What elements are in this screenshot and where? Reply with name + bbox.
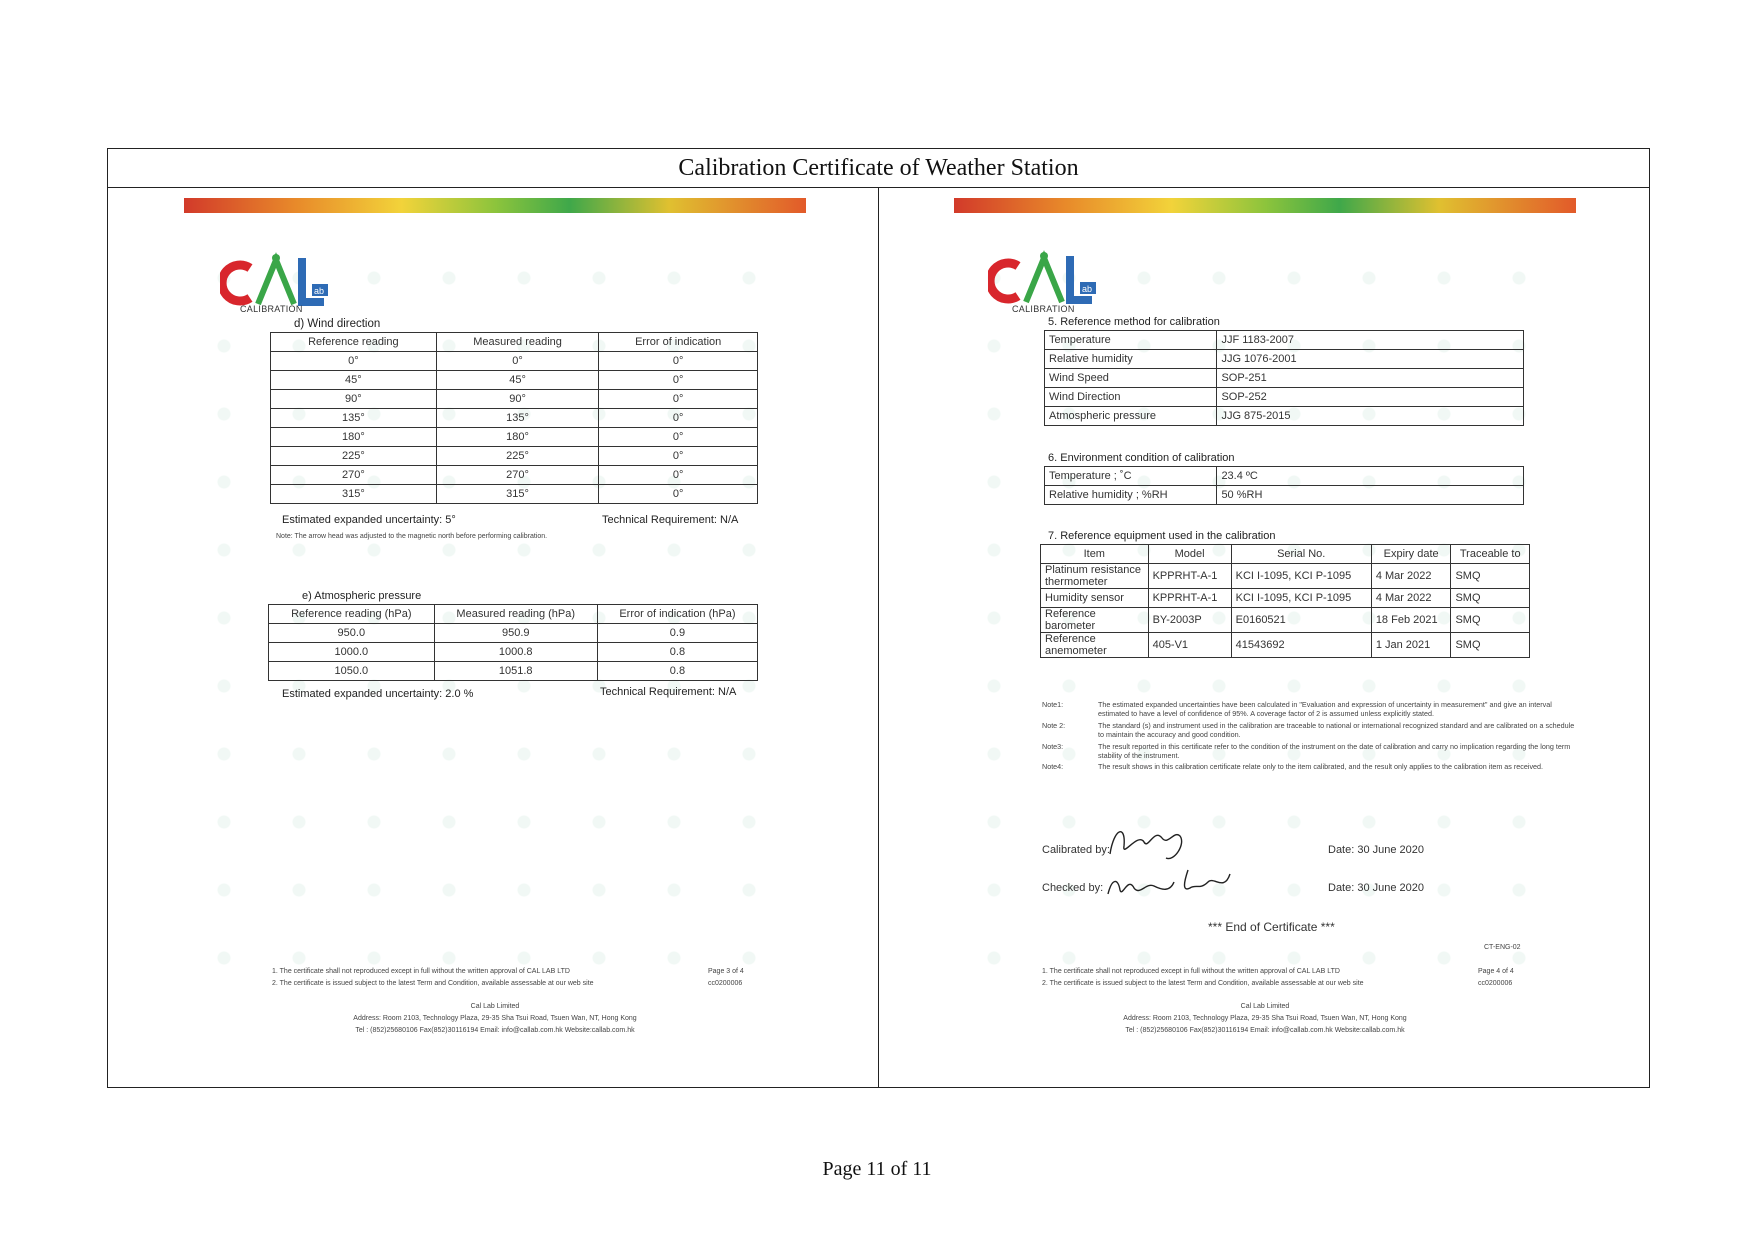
table-row — [1045, 331, 1524, 350]
expiry-cell: 4 Mar 2022 — [1371, 589, 1451, 608]
footer-page-number: Page 4 of 4 — [1478, 968, 1514, 975]
logo-lab-text: ab — [1082, 284, 1093, 294]
table-row — [1045, 388, 1524, 407]
reference-reading-cell: 1050.0 — [269, 662, 435, 681]
col-measured-reading: Measured reading — [436, 333, 599, 352]
note-text: The standard (s) and instrument used in the calibration are traceable to national or international recognized standard and are calibrated on a schedule to maintain the accuracy and good condition. — [1098, 720, 1575, 740]
reference-reading-cell: 45° — [271, 371, 437, 390]
reference-reading-cell: 270° — [271, 466, 437, 485]
expiry-cell: 4 Mar 2022 — [1371, 564, 1451, 589]
col-error-of-indication-hpa: Error of indication (hPa) — [597, 605, 757, 624]
note-text: The result shows in this calibration certificate relate only to the item calibrated, and the result only applies to the calibration item as received. — [1098, 762, 1544, 772]
reference-method-heading: 5. Reference method for calibration — [1048, 316, 1220, 328]
note-item — [1042, 700, 1582, 719]
reference-reading-cell: 1000.0 — [269, 643, 435, 662]
certificate-notes — [1042, 700, 1582, 774]
column-divider — [878, 187, 879, 1087]
serial-cell: 41543692 — [1231, 633, 1371, 658]
traceable-cell: SMQ — [1451, 589, 1530, 608]
reference-reading-cell: 225° — [271, 447, 437, 466]
serial-cell: KCI I-1095, KCI P-1095 — [1231, 564, 1371, 589]
table-row — [271, 428, 758, 447]
measured-reading-cell: 315° — [436, 485, 599, 504]
table-row — [1045, 350, 1524, 369]
method-cell: JJF 1183-2007 — [1217, 331, 1524, 350]
reference-reading-cell: 135° — [271, 409, 437, 428]
error-cell: 0° — [599, 428, 758, 447]
model-cell: BY-2003P — [1148, 608, 1231, 633]
expiry-cell: 1 Jan 2021 — [1371, 633, 1451, 658]
certificate-page-4 — [954, 198, 1576, 1048]
table-row — [1041, 633, 1530, 658]
condition-cell: Relative humidity ; %RH — [1045, 486, 1217, 505]
footer-code: cc0200006 — [1478, 980, 1513, 987]
pressure-uncertainty: Estimated expanded uncertainty: 2.0 % — [282, 688, 474, 700]
footer-code: cc0200006 — [708, 980, 743, 987]
col-reference-reading-hpa: Reference reading (hPa) — [269, 605, 435, 624]
reference-method-table — [1044, 330, 1524, 426]
model-cell: KPPRHT-A-1 — [1148, 589, 1231, 608]
reference-reading-cell: 90° — [271, 390, 437, 409]
logo-subtitle: CALIBRATION — [1012, 304, 1075, 314]
expiry-cell: 18 Feb 2021 — [1371, 608, 1451, 633]
col-measured-reading-hpa: Measured reading (hPa) — [434, 605, 597, 624]
error-cell: 0° — [599, 447, 758, 466]
footer-contact: Tel : (852)25680106 Fax(852)30116194 Email: info@callab.com.hk Website:callab.com.hk — [355, 1027, 635, 1034]
col-error-of-indication: Error of indication — [599, 333, 758, 352]
form-code: CT-ENG-02 — [1484, 944, 1521, 951]
footer-address: Address: Room 2103, Technology Plaza, 29-35 Sha Tsui Road, Tsuen Wan, NT, Hong Kong — [353, 1015, 637, 1022]
serial-cell: E0160521 — [1231, 608, 1371, 633]
model-cell: KPPRHT-A-1 — [1148, 564, 1231, 589]
measured-reading-cell: 180° — [436, 428, 599, 447]
calibration-date: Date: 30 June 2020 — [1328, 844, 1425, 856]
table-row — [271, 390, 758, 409]
table-row — [269, 624, 758, 643]
note-item — [1042, 762, 1582, 771]
error-cell: 0° — [599, 466, 758, 485]
item-cell: Reference anemometer — [1041, 633, 1149, 658]
note-text: The estimated expanded uncertainties have been calculated in "Evaluation and expression of uncertainty in measurement" and give an interval estimated to have a level of confidence of 95%. A coverage factor of 2 is assumed unless explicitly stated. — [1098, 700, 1552, 719]
parameter-cell: Temperature — [1045, 331, 1217, 350]
end-of-certificate: *** End of Certificate *** — [1208, 920, 1335, 934]
note-label: Note4: — [1042, 762, 1064, 772]
item-cell: Reference barometer — [1041, 608, 1149, 633]
certificate-page-3 — [184, 198, 806, 1048]
col-item: Item — [1041, 545, 1149, 564]
table-row — [271, 485, 758, 504]
value-cell: 50 %RH — [1217, 486, 1524, 505]
parameter-cell: Wind Speed — [1045, 369, 1217, 388]
environment-heading: 6. Environment condition of calibration — [1048, 452, 1235, 464]
measured-reading-cell: 90° — [436, 390, 599, 409]
traceable-cell: SMQ — [1451, 608, 1530, 633]
table-row — [1041, 608, 1530, 633]
logo-lab-text: ab — [314, 286, 325, 296]
color-bar — [954, 198, 1576, 213]
method-cell: JJG 875-2015 — [1217, 407, 1524, 426]
error-cell: 0° — [599, 485, 758, 504]
measured-reading-cell: 0° — [436, 352, 599, 371]
table-row — [271, 371, 758, 390]
error-cell: 0° — [599, 390, 758, 409]
footer-line-2: 2. The certificate is issued subject to the latest Term and Condition, available assessable at our web site — [1042, 980, 1364, 987]
wind-note: Note: The arrow head was adjusted to the magnetic north before performing calibration. — [276, 533, 548, 540]
table-row — [271, 352, 758, 371]
logo-subtitle: CALIBRATION — [240, 304, 303, 314]
reference-equipment-table — [1040, 544, 1530, 658]
col-reference-reading: Reference reading — [271, 333, 437, 352]
parameter-cell: Atmospheric pressure — [1045, 407, 1217, 426]
measured-reading-cell: 135° — [436, 409, 599, 428]
table-row — [271, 447, 758, 466]
method-cell: SOP-251 — [1217, 369, 1524, 388]
reference-reading-cell: 315° — [271, 485, 437, 504]
page-number: Page 11 of 11 — [822, 1158, 932, 1180]
traceable-cell: SMQ — [1451, 564, 1530, 589]
condition-cell: Temperature ; ˚C — [1045, 467, 1217, 486]
col-traceable-to: Traceable to — [1451, 545, 1530, 564]
table-row — [269, 662, 758, 681]
measured-reading-cell: 225° — [436, 447, 599, 466]
check-date: Date: 30 June 2020 — [1328, 882, 1425, 894]
wind-direction-heading: d) Wind direction — [294, 318, 381, 330]
table-row — [1045, 486, 1524, 505]
parameter-cell: Wind Direction — [1045, 388, 1217, 407]
document-title: Calibration Certificate of Weather Station — [108, 149, 1649, 188]
checked-by-label: Checked by: — [1042, 882, 1104, 894]
note-item — [1042, 721, 1582, 740]
item-cell: Humidity sensor — [1041, 589, 1149, 608]
footer-company: Cal Lab Limited — [1240, 1003, 1290, 1010]
error-cell: 0° — [599, 352, 758, 371]
color-bar — [184, 198, 806, 213]
traceable-cell: SMQ — [1451, 633, 1530, 658]
note-label: Note 2: — [1042, 720, 1066, 730]
footer-address: Address: Room 2103, Technology Plaza, 29-35 Sha Tsui Road, Tsuen Wan, NT, Hong Kong — [1123, 1015, 1407, 1022]
footer-contact: Tel : (852)25680106 Fax(852)30116194 Email: info@callab.com.hk Website:callab.com.hk — [1125, 1027, 1405, 1034]
reference-equipment-heading: 7. Reference equipment used in the calibration — [1048, 530, 1276, 542]
measured-reading-cell: 1000.8 — [434, 643, 597, 662]
table-row — [1045, 407, 1524, 426]
error-cell: 0° — [599, 409, 758, 428]
table-row — [1041, 564, 1530, 589]
table-row — [269, 643, 758, 662]
pressure-requirement: Technical Requirement: N/A — [600, 686, 737, 698]
model-cell: 405-V1 — [1148, 633, 1231, 658]
reference-reading-cell: 180° — [271, 428, 437, 447]
calibrated-by-label: Calibrated by: — [1042, 844, 1110, 856]
measured-reading-cell: 45° — [436, 371, 599, 390]
table-row — [271, 409, 758, 428]
atmospheric-pressure-table — [268, 604, 758, 681]
table-row — [1045, 467, 1524, 486]
measured-reading-cell: 270° — [436, 466, 599, 485]
note-label: Note1: — [1042, 700, 1064, 709]
error-cell: 0° — [599, 371, 758, 390]
wind-direction-table — [270, 332, 758, 504]
note-text: The result reported in this certificate refer to the condition of the instrument on the date of calibration and carry no implication regarding the long term stability of the instrument. — [1098, 741, 1571, 761]
serial-cell: KCI I-1095, KCI P-1095 — [1231, 589, 1371, 608]
reference-reading-cell: 950.0 — [269, 624, 435, 643]
note-label: Note3: — [1042, 741, 1064, 751]
footer-page-number: Page 3 of 4 — [708, 968, 744, 975]
reference-reading-cell: 0° — [271, 352, 437, 371]
value-cell: 23.4 ºC — [1217, 467, 1524, 486]
error-cell: 0.8 — [597, 662, 757, 681]
footer-line-2: 2. The certificate is issued subject to the latest Term and Condition, available assessable at our web site — [272, 980, 594, 987]
table-row — [1041, 589, 1530, 608]
wind-uncertainty: Estimated expanded uncertainty: 5° — [282, 514, 456, 526]
note-item — [1042, 742, 1582, 761]
col-expiry-date: Expiry date — [1371, 545, 1451, 564]
col-model: Model — [1148, 545, 1231, 564]
parameter-cell: Relative humidity — [1045, 350, 1217, 369]
measured-reading-cell: 950.9 — [434, 624, 597, 643]
item-cell: Platinum resistance thermometer — [1041, 564, 1149, 589]
atmospheric-pressure-heading: e) Atmospheric pressure — [302, 590, 422, 602]
calibrator-signature-icon — [1104, 818, 1194, 862]
footer-company: Cal Lab Limited — [470, 1003, 520, 1010]
footer-line-1: 1. The certificate shall not reproduced except in full without the written approval of CAL LAB LTD — [272, 968, 570, 975]
environment-table — [1044, 466, 1524, 505]
method-cell: SOP-252 — [1217, 388, 1524, 407]
checker-signature-icon — [1104, 862, 1234, 902]
col-serial-no: Serial No. — [1231, 545, 1371, 564]
error-cell: 0.8 — [597, 643, 757, 662]
measured-reading-cell: 1051.8 — [434, 662, 597, 681]
footer-line-1: 1. The certificate shall not reproduced except in full without the written approval of CAL LAB LTD — [1042, 968, 1340, 975]
method-cell: JJG 1076-2001 — [1217, 350, 1524, 369]
wind-requirement: Technical Requirement: N/A — [602, 514, 739, 526]
table-row — [1045, 369, 1524, 388]
error-cell: 0.9 — [597, 624, 757, 643]
table-row — [271, 466, 758, 485]
